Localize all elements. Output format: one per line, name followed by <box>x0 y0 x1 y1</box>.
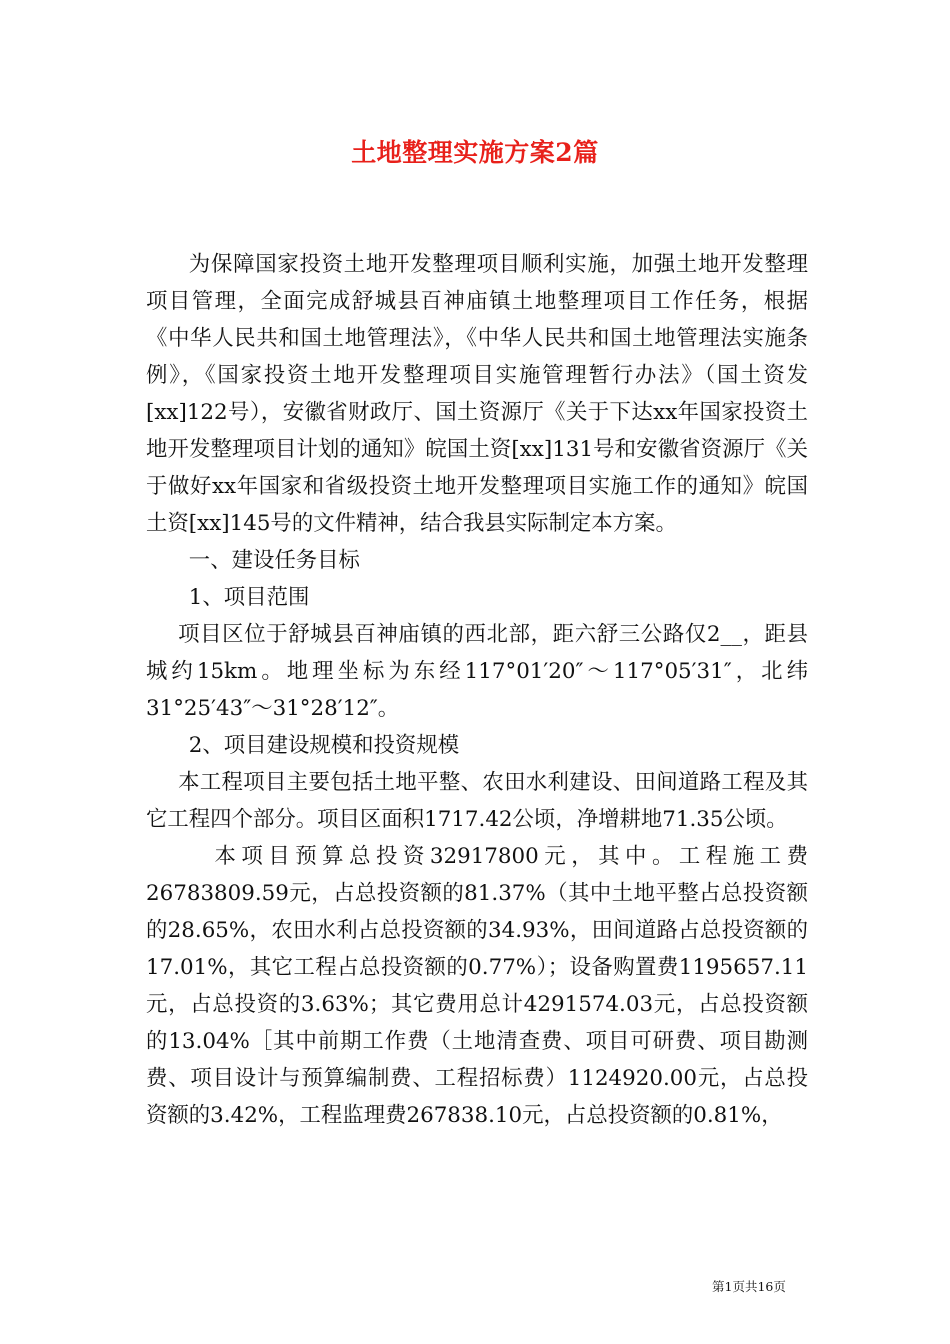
document-body <box>146 246 808 1134</box>
heading-section-1: 一、建设任务目标 <box>188 548 360 573</box>
heading-subsection-2: 2、项目建设规模和投资规模 <box>188 733 460 758</box>
page-number-footer: 第1页共16页 <box>712 1279 786 1294</box>
heading-subsection-1: 1、项目范围 <box>188 585 310 610</box>
paragraph-project-scale: 本工程项目主要包括土地平整、农田水利建设、田间道路工程及其它工程四个部分。项目区面积1717.42公顷，净增耕地71.35公顷。 <box>146 770 808 832</box>
paragraph-budget: 本项目预算总投资32917800元，其中。工程施工费26783809.59元，占总投资额的81.37%（其中土地平整占总投资额的28.65%，农田水利占总投资额的34.93%，田间道路占总投资额的17.01%，其它工程占总投资额的0.77%）；设备购置费1195657.11元，占总投资的3.63%；其它费用总计4291574.03元，占总投资额的13.04%［其中前期工作费（土地清查费、项目可研费、项目勘测费、项目设计与预算编制费、工程招标费）1124920.00元，占总投资额的3.42%，工程监理费267838.10元，占总投资额的0.81%， <box>146 844 808 1128</box>
page-title: 土地整理实施方案2篇 <box>351 138 599 167</box>
paragraph-project-scope: 项目区位于舒城县百神庙镇的西北部，距六舒三公路仅2__，距县城约15km。地理坐标为东经117°01′20″～117°05′31″，北纬31°25′43″～31°28′12″。 <box>146 622 808 721</box>
paragraph-intro: 为保障国家投资土地开发整理项目顺利实施，加强土地开发整理项目管理，全面完成舒城县百神庙镇土地整理项目工作任务，根据《中华人民共和国土地管理法》，《中华人民共和国土地管理法实施条例》，《国家投资土地开发整理项目实施管理暂行办法》（国土资发[xx]122号），安徽省财政厅、国土资源厅《关于下达xx年国家投资土地开发整理项目计划的通知》皖国土资[xx]131号和安徽省资源厅《关于做好xx年国家和省级投资土地开发整理项目实施工作的通知》皖国土资[xx]145号的文件精神，结合我县实际制定本方案。 <box>146 252 808 536</box>
